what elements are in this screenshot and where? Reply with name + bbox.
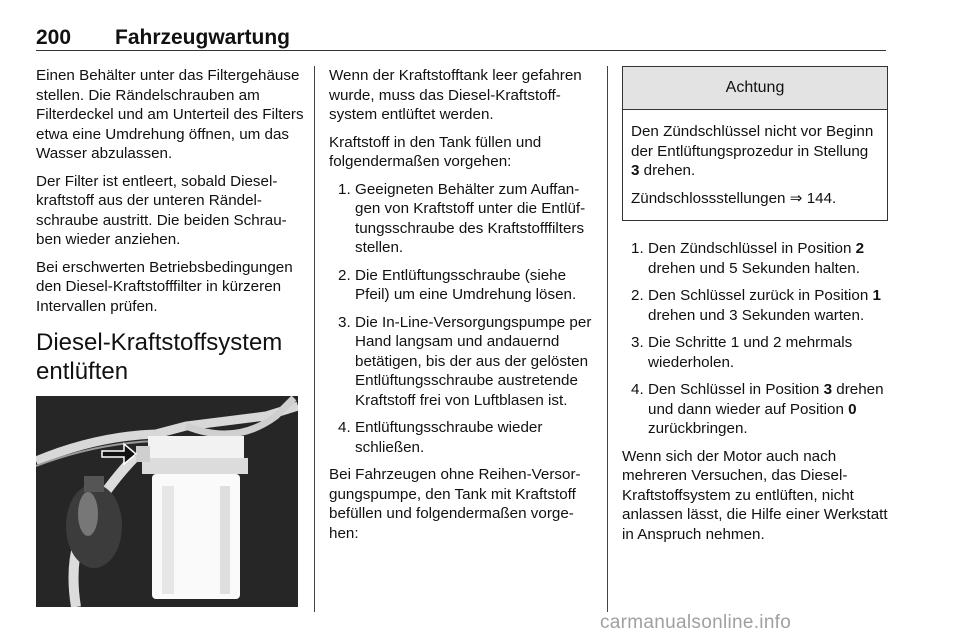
section-heading: Diesel-Kraftstoffsystem entlüften xyxy=(36,329,283,385)
fuel-filter-photo xyxy=(36,396,298,607)
column-divider xyxy=(607,66,608,612)
column-left xyxy=(36,66,304,607)
warning-box xyxy=(622,66,888,221)
warning-body xyxy=(623,110,887,220)
paragraph: Der Filter ist entleert, sobald Dieselkraftstoff aus der unteren Rändelschraube austritt. Die beiden Schrauben wieder anziehen. xyxy=(36,172,287,248)
list-item: 3. Die Schritte 1 und 2 mehrmals wiederholen. xyxy=(631,334,853,371)
list-item: 4. Den Schlüssel in Position 3 drehen und dann wieder auf Position 0 zurückbringen. xyxy=(631,381,884,437)
reference-arrow-icon: ⇒ xyxy=(789,189,803,207)
step-list xyxy=(329,180,595,458)
warning-title: Achtung xyxy=(623,67,887,110)
cross-reference[interactable]: Zündschlossstellungen ⇒ 144. xyxy=(631,189,837,207)
list-item: 2. Den Schlüssel zurück in Position 1 drehen und 3 Sekunden warten. xyxy=(631,287,881,324)
list-item: 1. Geeigneten Behälter zum Auffangen von Kraftstoff unter die Entlüftungsschraube des Kraftstofffilters stellen. xyxy=(338,180,586,256)
list-item: 3. Die In-Line-Versorgungspumpe per Hand langsam und andauernd betätigen, bis der aus der gelösten Entlüftungsschraube austretende Kraftstoff frei von Luftblasen ist. xyxy=(338,313,592,409)
step-list xyxy=(622,239,888,439)
list-item: 2. Die Entlüftungsschraube (siehe Pfeil) um eine Umdrehung lösen. xyxy=(338,266,577,303)
warning-text: Den Zündschlüssel nicht vor Beginn der Entlüftungsprozedur in Stellung 3 drehen. xyxy=(631,123,874,179)
page-header xyxy=(36,24,886,51)
paragraph: Bei Fahrzeugen ohne Reihen-Versorgungspumpe, den Tank mit Kraftstoff befüllen und folgendermaßen vorgehen: xyxy=(329,466,581,542)
chapter-title: Fahrzeugwartung xyxy=(115,26,291,49)
paragraph: Kraftstoff in den Tank füllen und folgendermaßen vorgehen: xyxy=(329,133,542,170)
paragraph: Einen Behälter unter das Filtergehäuse stellen. Die Rändelschrauben am Filterdeckel und am Unterteil des Filters etwa eine Umdrehung öffnen, um das Wasser abzulassen. xyxy=(36,67,304,162)
watermark: carmanualsonline.info xyxy=(600,612,792,633)
list-item: 1. Den Zündschlüssel in Position 2 drehen und 5 Sekunden halten. xyxy=(631,240,865,277)
column-middle xyxy=(329,66,595,551)
paragraph: Wenn der Kraftstofftank leer gefahren wurde, muss das Diesel-Kraftstoffsystem entlüftet werden. xyxy=(329,67,582,123)
column-divider xyxy=(314,66,315,612)
list-item: 4. Entlüftungsschraube wieder schließen. xyxy=(338,419,543,456)
fuel-filter-illustration xyxy=(36,396,298,607)
page-number: 200 xyxy=(36,26,72,49)
paragraph: Wenn sich der Motor auch nach mehreren Versuchen, das Diesel-Kraftstoffsystem zu entlüften, nicht anlassen lässt, die Hilfe einer Werkstatt in Anspruch nehmen. xyxy=(622,447,888,543)
column-right xyxy=(622,66,888,552)
paragraph: Bei erschwerten Betriebsbedingungen den Diesel-Kraftstofffilter in kürzeren Intervallen prüfen. xyxy=(36,258,293,315)
